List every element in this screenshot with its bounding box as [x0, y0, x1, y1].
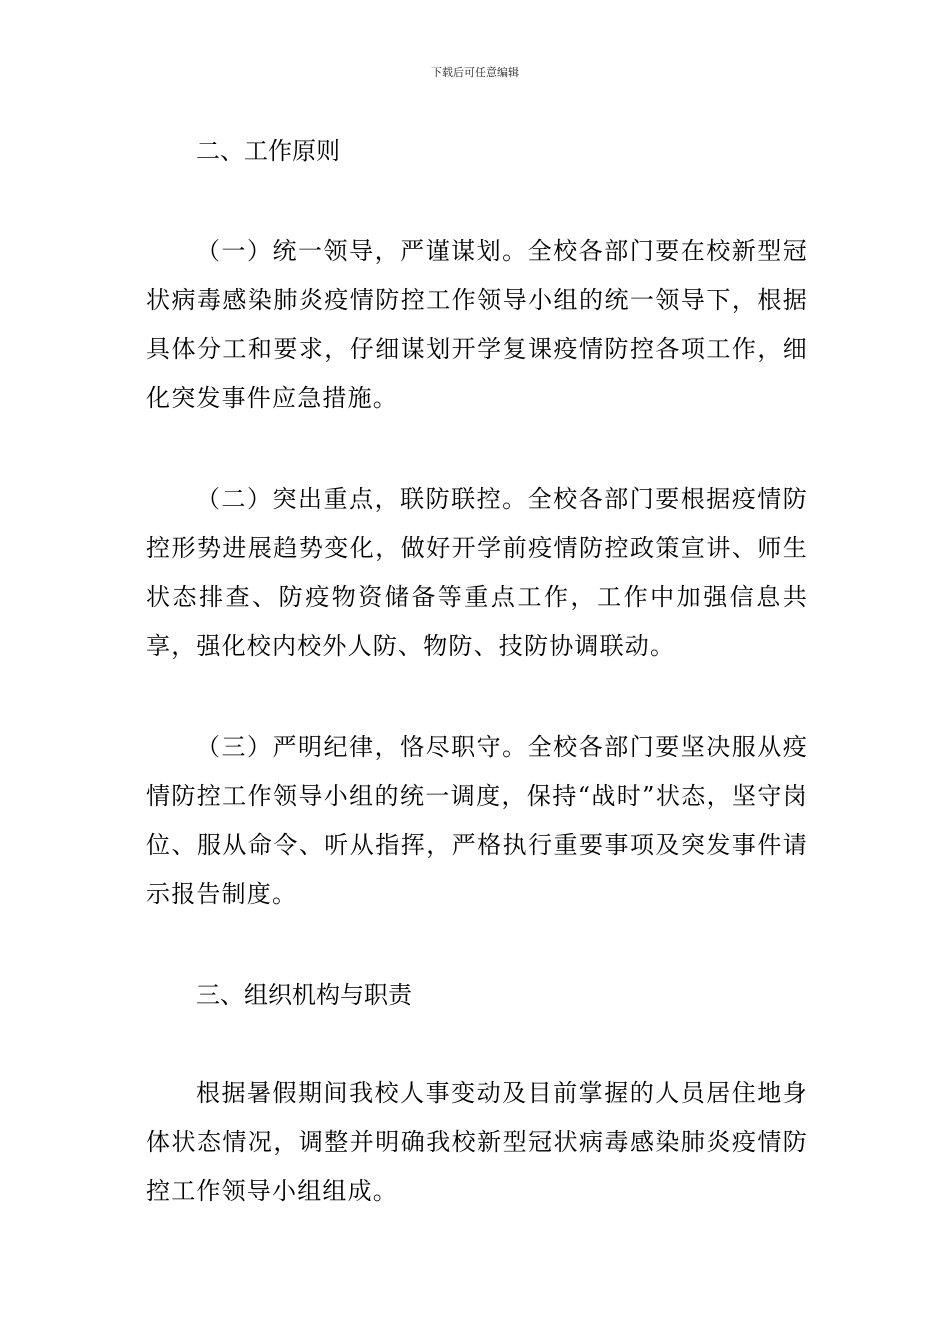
spacer — [146, 1019, 808, 1069]
section-heading-organization: 三、组织机构与职责 — [196, 981, 412, 1009]
paragraph-organization: 根据暑假期间我校人事变动及目前掌握的人员居住地身体状态情况，调整并明确我校新型冠状病毒感染肺炎疫情防控工作领导小组组成。 — [146, 1079, 808, 1205]
paragraph-principle-3: （三）严明纪律，恪尽职守。全校各部门要坚决服从疫情防控工作领导小组的统一调度，保持“战时”状态，坚守岗位、服从命令、听从指挥，严格执行重要事项及突发事件请示报告制度。 — [146, 733, 808, 908]
spacer — [146, 919, 808, 971]
spacer — [146, 671, 808, 723]
header-note: 下载后可任意编辑 — [431, 66, 519, 79]
spacer — [146, 175, 808, 227]
paragraph-principle-2: （二）突出重点，联防联控。全校各部门要根据疫情防控形势进展趋势变化，做好开学前疫情防控政策宣讲、师生状态排查、防疫物资储备等重点工作，工作中加强信息共享，强化校内校外人防、物防、技防协调联动。 — [146, 485, 808, 660]
paragraph-principle-1: （一）统一领导，严谨谋划。全校各部门要在校新型冠状病毒感染肺炎疫情防控工作领导小组的统一领导下，根据具体分工和要求，仔细谋划开学复课疫情防控各项工作，细化突发事件应急措施。 — [146, 237, 808, 412]
document-body — [146, 127, 808, 1216]
spacer — [146, 423, 808, 475]
section-heading-principles: 二、工作原则 — [196, 137, 340, 165]
